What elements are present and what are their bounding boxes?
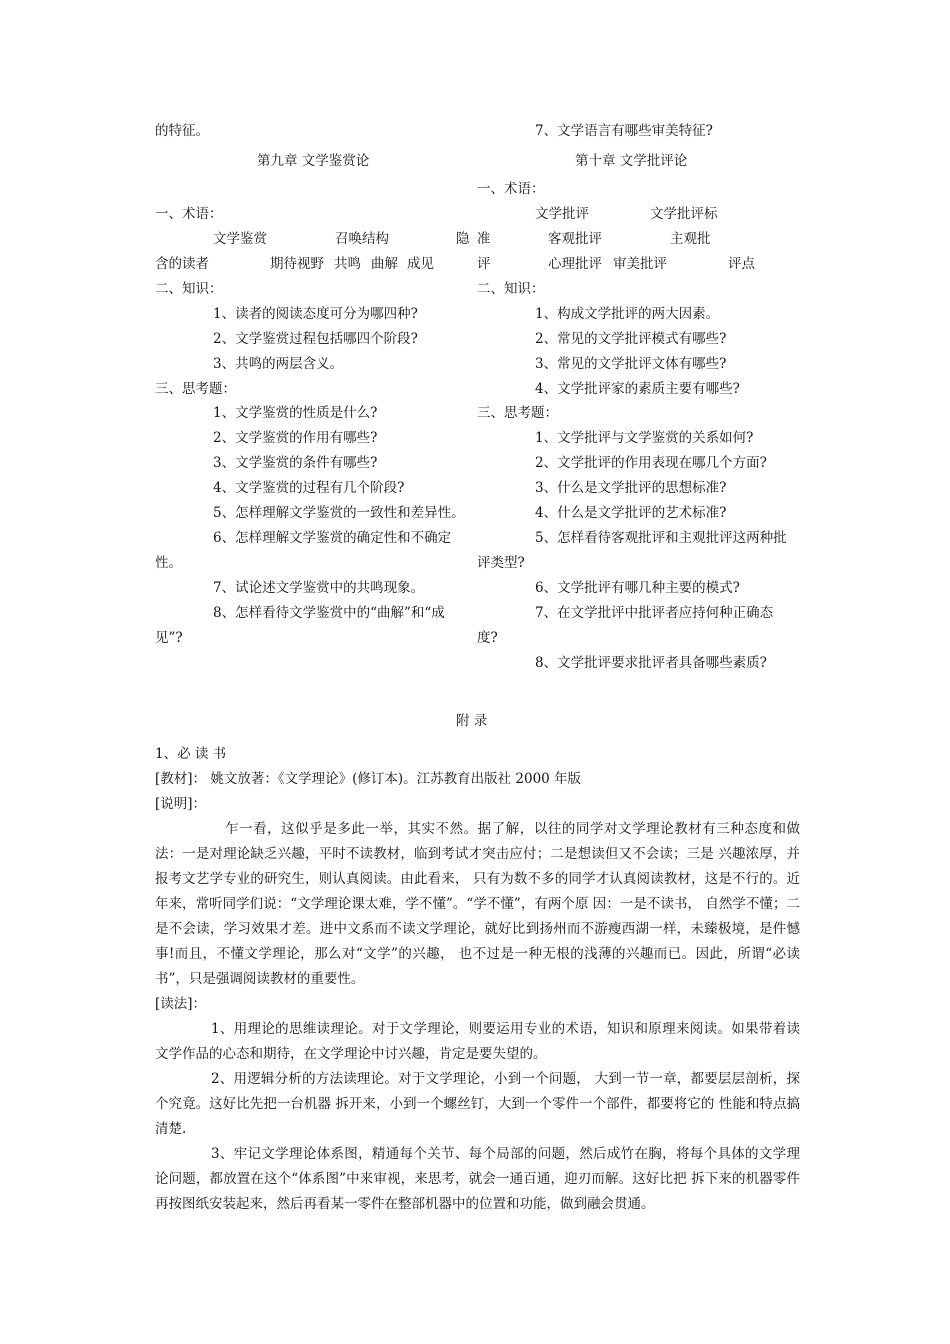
note-paragraph: 乍一看，这似乎是多此一举，其实不然。据了解，以往的同学对文学理论教材有三种态度和做法：一是对理论缺乏兴趣，平时不读教材，临到考试才突击应付；二是想读但又不会读；三是 兴趣浓厚，并报考文艺学专业的研究生，则认真阅读。由此看来， 只有为数不多的同学才认真阅读教材，这是不行的。近年来，常听同学们说：“文学理论课太难，学不懂”。“学不懂”，有两个原 因：一是不读书， 自然学不懂；二是不会读，学习效果才差。进中文系而不读文学理论，就好比到扬州而不游瘦西湖一样，未臻极境，是件憾事!而且，不懂文学理论，那么对“文学”的兴趣， 也不过是一种无根的浅薄的兴趣而已。因此，所谓“必读书”，只是强调阅读教材的重要性。: [155, 821, 800, 987]
list-item: 3、文学鉴赏的条件有哪些?: [213, 455, 378, 471]
list-item: 3、常见的文学批评文体有哪些?: [535, 356, 727, 372]
list-item: 5、怎样理解文学鉴赏的一致性和差异性。: [213, 505, 465, 521]
list-item: 1、构成文学批评的两大因素。: [535, 306, 720, 322]
method-paragraph: 1、用理论的思维读理论。对于文学理论，则要运用专业的术语，知识和原理来阅读。如果带着读文学作品的心态和期待，在文学理论中讨兴趣，肯定是要失望的。: [155, 1021, 800, 1062]
list-item: 1、文学鉴赏的性质是什么?: [213, 405, 378, 421]
method-label: [读法]：: [155, 996, 207, 1012]
right-knowledge-heading: 二、知识：: [477, 281, 545, 297]
list-item: 6、文学批评有哪几种主要的模式?: [535, 580, 740, 596]
list-item: 8、怎样看待文学鉴赏中的“曲解”和“成: [213, 605, 445, 621]
term: 成见: [407, 256, 434, 272]
term: 审美批评: [613, 256, 667, 272]
note-label: [说明]：: [155, 796, 207, 812]
appendix-item-heading: 1、必 读 书: [155, 746, 227, 762]
term: 文学批评标: [650, 206, 718, 222]
term: 主观批: [670, 231, 711, 247]
list-item: 2、文学批评的作用表现在哪几个方面?: [535, 455, 767, 471]
list-item: 6、怎样理解文学鉴赏的确定性和不确定: [213, 530, 452, 546]
list-item: 5、怎样看待客观批评和主观批评这两种批: [535, 530, 787, 546]
method-paragraph: 2、用逻辑分析的方法读理论。对于文学理论，小到一个问题， 大到一节一章，都要层层剖析，探个究竟。这好比先把一台机器 拆开来，小到一个螺丝钉，大到一个零件一个部件，都要将它的 性能和特点搞清楚.: [155, 1071, 800, 1137]
list-item: 1、文学批评与文学鉴赏的关系如何?: [535, 430, 754, 446]
list-item-continuation: 性。: [155, 555, 182, 571]
list-item-continuation: 评类型?: [477, 555, 525, 571]
term: 共鸣: [334, 256, 361, 272]
list-item: 4、什么是文学批评的艺术标准?: [535, 505, 727, 521]
right-questions-heading: 三、思考题：: [477, 405, 558, 421]
list-item: 3、共鸣的两层含义。: [213, 356, 344, 372]
list-item: 4、文学鉴赏的过程有几个阶段?: [213, 480, 405, 496]
chapter-10-title: 第十章 文学批评论: [575, 153, 688, 169]
term: 评点: [728, 256, 755, 272]
term: 含的读者: [155, 256, 209, 272]
list-item-continuation: 度?: [477, 630, 498, 646]
term: 评: [477, 256, 491, 272]
term: 期待视野: [270, 256, 324, 272]
appendix-title: 附 录: [456, 713, 488, 729]
list-item: 7、试论述文学鉴赏中的共鸣现象。: [213, 580, 425, 596]
left-questions-heading: 三、思考题：: [155, 381, 236, 397]
term: 准: [477, 231, 491, 247]
list-item: 7、在文学批评中批评者应持何种正确态: [535, 605, 774, 621]
list-item: 2、常见的文学批评模式有哪些?: [535, 331, 727, 347]
left-knowledge-heading: 二、知识：: [155, 281, 223, 297]
left-terms-heading: 一、术语：: [155, 206, 223, 222]
list-item-continuation: 见”?: [155, 630, 183, 646]
term: 文学批评: [535, 206, 589, 222]
left-carryover-text: 的特征。: [155, 123, 209, 139]
method-paragraph: 3、牢记文学理论体系图，精通每个关节、每个局部的问题，然后成竹在胸，将每个具体的文学理论问题，都放置在这个“体系图”中来审视，来思考，就会一通百通，迎刃而解。这好比把 拆下来的机器零件再按图纸安装起来，然后再看某一零件在整部机器中的位置和功能，做到融会贯通。: [155, 1146, 800, 1212]
list-item: 8、文学批评要求批评者具备哪些素质?: [535, 655, 767, 671]
term: 召唤结构: [335, 231, 389, 247]
term: 文学鉴赏: [213, 231, 267, 247]
textbook-line: [教材]： 姚文放著：《文学理论》(修订本)。江苏教育出版社 2000 年版: [155, 771, 582, 787]
list-item: 2、文学鉴赏的作用有哪些?: [213, 430, 378, 446]
list-item: 1、读者的阅读态度可分为哪四种?: [213, 306, 418, 322]
list-item: 4、文学批评家的素质主要有哪些?: [535, 381, 740, 397]
right-terms-heading: 一、术语：: [477, 181, 545, 197]
list-item: 3、什么是文学批评的思想标准?: [535, 480, 727, 496]
term: 曲解: [371, 256, 398, 272]
term: 隐: [456, 231, 470, 247]
right-carryover-text: 7、文学语言有哪些审美特征?: [535, 123, 713, 139]
term: 心理批评: [548, 256, 602, 272]
term: 客观批评: [548, 231, 602, 247]
list-item: 2、文学鉴赏过程包括哪四个阶段?: [213, 331, 418, 347]
chapter-9-title: 第九章 文学鉴赏论: [257, 153, 370, 169]
